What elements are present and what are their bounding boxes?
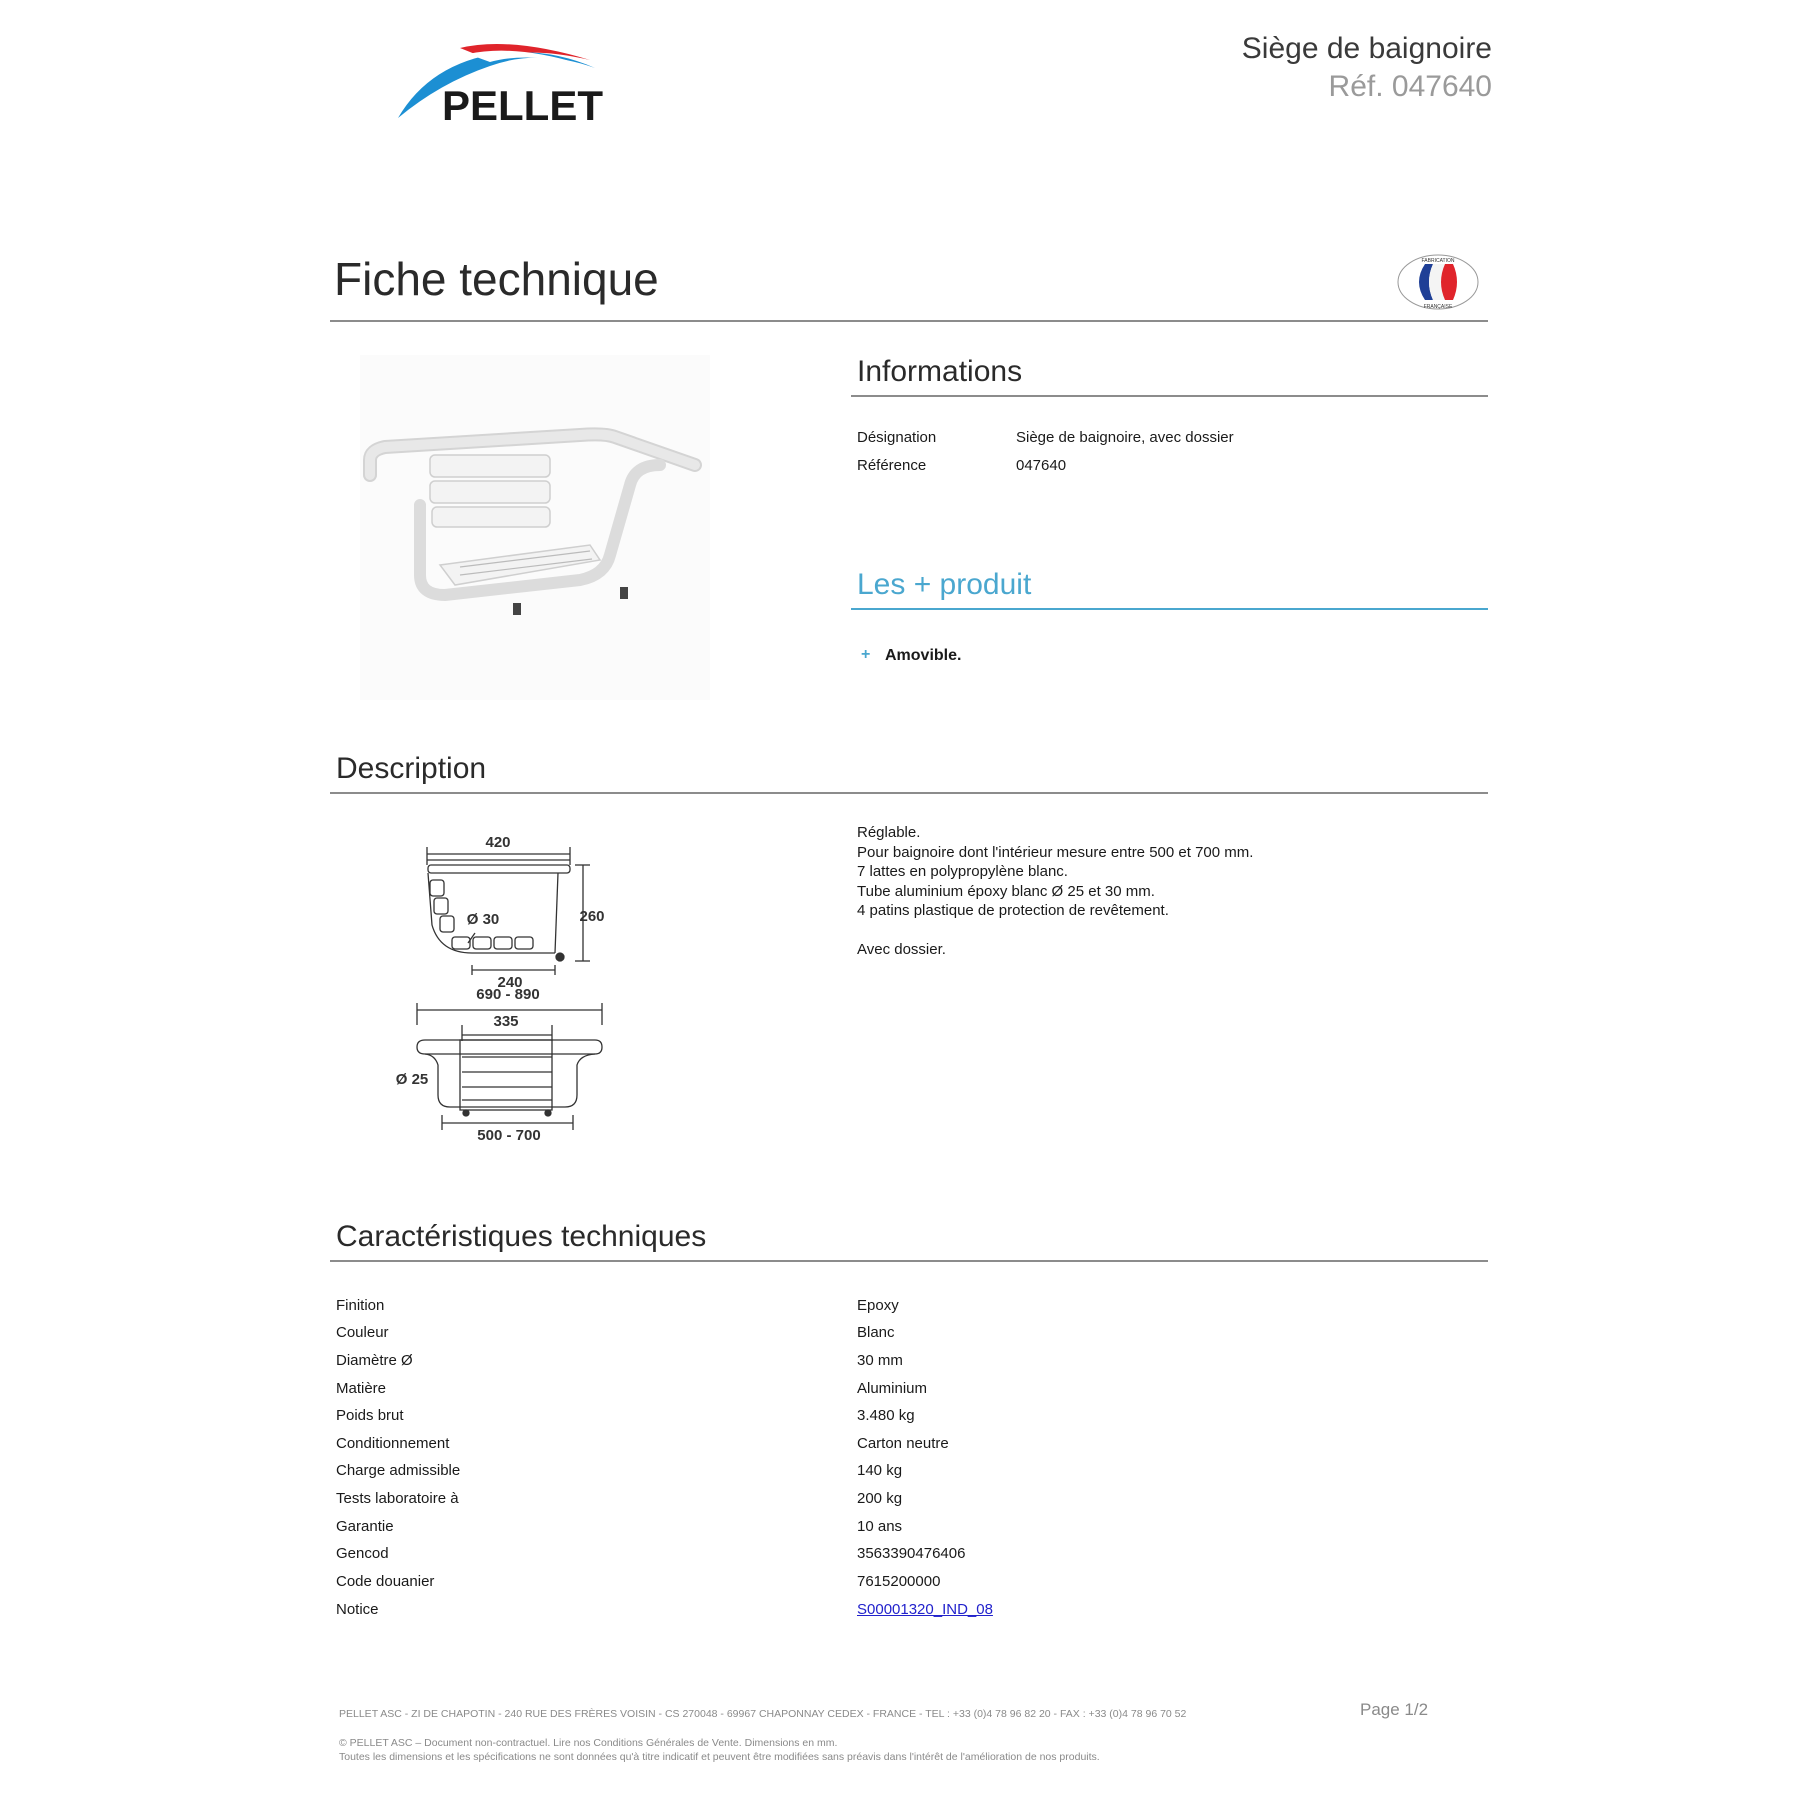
description-line: 7 lattes en polypropylène blanc. (857, 863, 1068, 880)
spec-label: Finition (336, 1297, 385, 1314)
spec-label: Tests laboratoire à (336, 1490, 459, 1507)
les-plus-heading: Les + produit (857, 568, 1032, 601)
spec-label: Diamètre Ø (336, 1352, 413, 1369)
pellet-logo (390, 38, 640, 128)
spec-label: Code douanier (336, 1573, 435, 1590)
technical-drawing (380, 825, 640, 1155)
dimension-drawing (380, 825, 640, 1155)
benefit-amovible: Amovible. (885, 647, 962, 664)
title-divider (330, 320, 1488, 322)
spec-value: 140 kg (857, 1462, 903, 1479)
informations-divider (851, 395, 1488, 397)
info-label-reference: Référence (857, 457, 927, 474)
spec-value: Aluminium (857, 1380, 928, 1397)
svg-text:FABRICATION: FABRICATION (1421, 258, 1455, 264)
notice-value (857, 1601, 993, 1618)
product-reference: Réf. 047640 (1328, 70, 1492, 103)
bath-seat-image (360, 355, 710, 700)
description-line (857, 921, 1253, 941)
description-line: Tube aluminium époxy blanc Ø 25 et 30 mm. (857, 882, 1155, 900)
spec-label: Couleur (336, 1324, 389, 1341)
french-flag-icon (1395, 252, 1481, 312)
svg-text:240: 240 (497, 974, 523, 991)
spec-label: Conditionnement (336, 1435, 450, 1452)
svg-text:690 - 890: 690 - 890 (476, 986, 540, 1003)
spec-label: Notice (336, 1601, 379, 1618)
plus-icon: + (861, 646, 871, 663)
svg-text:FRANÇAISE: FRANÇAISE (1423, 304, 1453, 310)
footer-address: PELLET ASC - ZI DE CHAPOTIN - 240 RUE DES FRÈRES VOISIN - CS 270048 - 69967 CHAPONNAY CEDEX - FRANCE - TEL : +33 (0)4 78 96 82 20 - FAX : +33 (0)4 78 96 70 52 (339, 1708, 1187, 1720)
spec-label: Poids brut (336, 1407, 404, 1424)
spec-value: Carton neutre (857, 1435, 949, 1452)
notice-link[interactable]: S00001320_IND_08 (857, 1601, 993, 1618)
svg-text:PELLET: PELLET (442, 82, 604, 128)
les-plus-divider (851, 608, 1488, 610)
footer-legal-line: © PELLET ASC – Document non-contractuel. Lire nos Conditions Générales de Vente. Dimensions en mm. (339, 1737, 838, 1749)
page-number: Page 1/2 (1360, 1700, 1429, 1719)
product-photo (360, 355, 710, 700)
product-title: Siège de baignoire (1241, 32, 1492, 65)
svg-text:Ø 25: Ø 25 (395, 1071, 429, 1088)
spec-value: Blanc (857, 1324, 895, 1341)
spec-value: 10 ans (857, 1518, 903, 1535)
spec-value: 3563390476406 (857, 1545, 966, 1562)
spec-label: Gencod (336, 1545, 389, 1562)
spec-value: 3.480 kg (857, 1407, 915, 1424)
info-label-designation: Désignation (857, 429, 937, 446)
description-divider (330, 792, 1488, 794)
specs-heading: Caractéristiques techniques (336, 1220, 707, 1253)
description-text (857, 823, 1253, 960)
svg-text:335: 335 (493, 1013, 519, 1030)
description-line: Avec dossier. (857, 941, 946, 958)
spec-value: 30 mm (857, 1352, 903, 1369)
page-title: Fiche technique (334, 253, 659, 305)
svg-text:260: 260 (579, 908, 605, 925)
informations-heading: Informations (857, 355, 1023, 388)
pellet-swoosh-icon (390, 38, 640, 128)
svg-text:420: 420 (485, 834, 511, 851)
spec-label: Garantie (336, 1518, 394, 1535)
spec-label: Matière (336, 1380, 387, 1397)
fabrication-francaise-badge (1395, 252, 1481, 312)
description-line: Pour baignoire dont l'intérieur mesure entre 500 et 700 mm. (857, 843, 1254, 861)
description-heading: Description (336, 752, 487, 785)
spec-value: Epoxy (857, 1297, 899, 1314)
description-line: Réglable. (857, 824, 921, 841)
description-line: 4 patins plastique de protection de revêtement. (857, 902, 1169, 919)
specs-divider (330, 1260, 1488, 1262)
spec-label: Charge admissible (336, 1462, 461, 1479)
info-value-designation: Siège de baignoire, avec dossier (1016, 429, 1234, 446)
spec-value: 200 kg (857, 1490, 903, 1507)
info-value-reference: 047640 (1016, 457, 1067, 474)
svg-text:Ø 30: Ø 30 (466, 911, 500, 928)
svg-text:500 - 700: 500 - 700 (477, 1127, 541, 1144)
footer-legal (339, 1736, 1100, 1764)
footer-legal-line: Toutes les dimensions et les spécifications ne sont données qu'à titre indicatif et peuvent être modifiées sans préavis dans l'intérêt de l'amélioration de nos produits. (339, 1751, 1100, 1763)
spec-value: 7615200000 (857, 1573, 941, 1590)
